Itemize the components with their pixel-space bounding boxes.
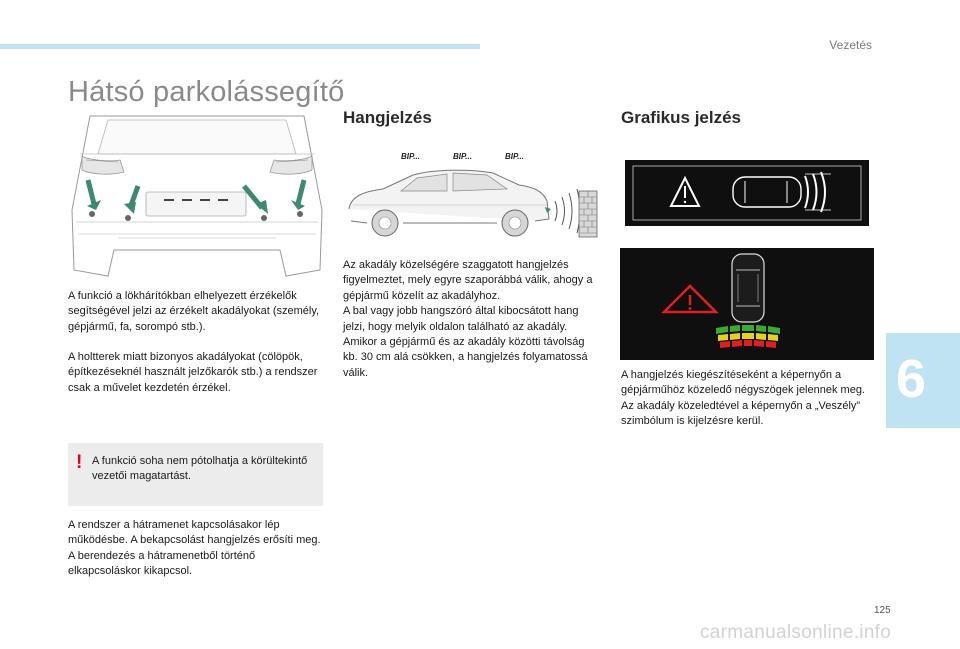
left-paragraph-1: A funkció a lökhárítókban elhelyezett érzékelők segítségével jelzi az érzékelt akadályokat (személy, gépjármű, fa, sorompó stb.). xyxy=(68,290,320,333)
warning-box xyxy=(68,443,323,506)
heading-audible-signal: Hangjelzés xyxy=(343,108,432,127)
beep-label-3: BIP... xyxy=(505,152,524,161)
left-paragraph-2: A holtterek miatt bizonyos akadályokat (cölöpök, építkezéseknél használt jelzőkarók stb.) a rendszer csak a művelet kezdetén érzékel. xyxy=(68,351,318,394)
chapter-number: 6 xyxy=(896,349,927,409)
watermark: carmanualsonline.info xyxy=(700,622,892,643)
screen-display-top-view xyxy=(625,160,869,226)
right-paragraph: A hangjelzés kiegészítéseként a képernyőn a gépjárműhöz közeledő négyszögek jelennek meg. Az akadály közeledtével a képernyőn a „Veszély” szimbólum is kijelzésre kerül. xyxy=(621,369,865,428)
car-beep-illustration xyxy=(343,145,599,241)
page-title: Hátsó parkolássegítő xyxy=(68,76,345,108)
heading-graphic-display: Grafikus jelzés xyxy=(621,108,742,127)
warning-text: A funkció soha nem pótolhatja a körültekintő vezetői magatartást. xyxy=(92,455,308,483)
middle-paragraph: Az akadály közelségére szaggatott hangjelzés figyelmeztet, mely egyre szaporábbá válik, ahogy a gépjármű közelít az akadályhoz. A bal vagy jobb hangszóró által kibocsátott hang jelzi, hogy melyik oldalon található az akadály. Amikor a gépjármű és az akadály közötti távolság kb. 30 cm alá csökken, a hangjelzés folyamatossá válik. xyxy=(343,259,593,379)
rear-bumper-illustration xyxy=(68,110,326,278)
beep-label-1: BIP... xyxy=(401,152,420,161)
warning-exclamation-icon: ! xyxy=(76,452,83,473)
beep-label-2: BIP... xyxy=(453,152,472,161)
page-number: 125 xyxy=(874,605,891,616)
header-accent-bar xyxy=(0,44,480,49)
left-paragraph-3: A rendszer a hátramenet kapcsolásakor lép működésbe. A bekapcsolást hangjelzés erősíti meg. A berendezés a hátramenetből történő elkapcsoláskor kikapcsol. xyxy=(68,519,321,578)
section-label: Vezetés xyxy=(829,38,872,52)
screen-display-rear-sensors xyxy=(620,248,874,360)
